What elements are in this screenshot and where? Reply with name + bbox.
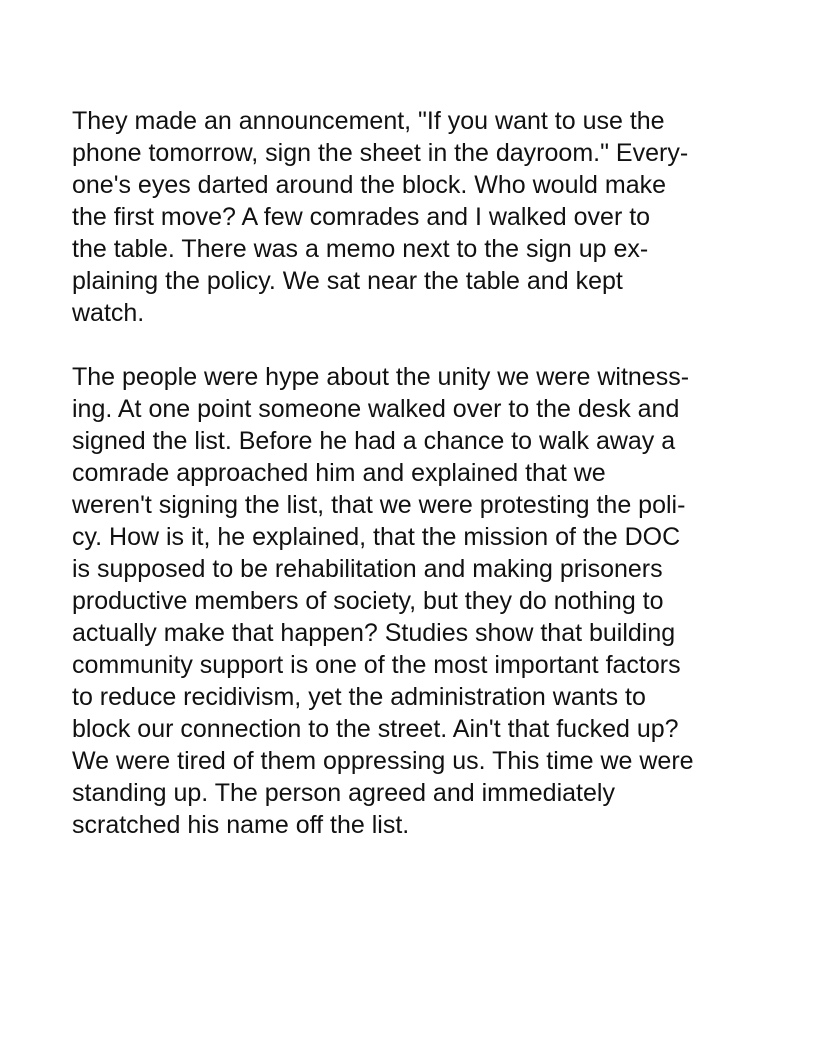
text-line: phone tomorrow, sign the sheet in the dayroom." Every- [72,139,689,167]
text-line: to reduce recidivism, yet the administration wants to [72,683,646,711]
text-line: is supposed to be rehabilitation and making prisoners [72,555,663,583]
text-line: They made an announcement, "If you want to use the [72,107,665,135]
text-line: the first move? A few comrades and I walked over to [72,203,651,231]
text-line: plaining the policy. We sat near the table and kept [72,267,623,295]
text-line: scratched his name off the list. [72,811,410,839]
text-line: comrade approached him and explained that we [72,459,606,487]
text-line: watch. [72,299,145,327]
text-line: actually make that happen? Studies show that building [72,619,676,647]
text-line: weren't signing the list, that we were protesting the poli- [72,491,686,519]
text-line: block our connection to the street. Ain't that fucked up? [72,715,679,743]
text-line: one's eyes darted around the block. Who would make [72,171,667,199]
text-line: standing up. The person agreed and immediately [72,779,615,807]
text-line: The people were hype about the unity we were witness- [72,363,690,391]
text-line: productive members of society, but they do nothing to [72,587,664,615]
text-line: signed the list. Before he had a chance to walk away a [72,427,676,455]
paragraph-1 [72,105,752,329]
document-page [72,105,752,841]
text-line: community support is one of the most important factors [72,651,681,679]
text-line: ing. At one point someone walked over to the desk and [72,395,680,423]
text-line: cy. How is it, he explained, that the mission of the DOC [72,523,681,551]
text-line: We were tired of them oppressing us. This time we were [72,747,694,775]
paragraph-2 [72,361,752,841]
text-line: the table. There was a memo next to the sign up ex- [72,235,649,263]
paragraph-spacer [72,329,752,361]
